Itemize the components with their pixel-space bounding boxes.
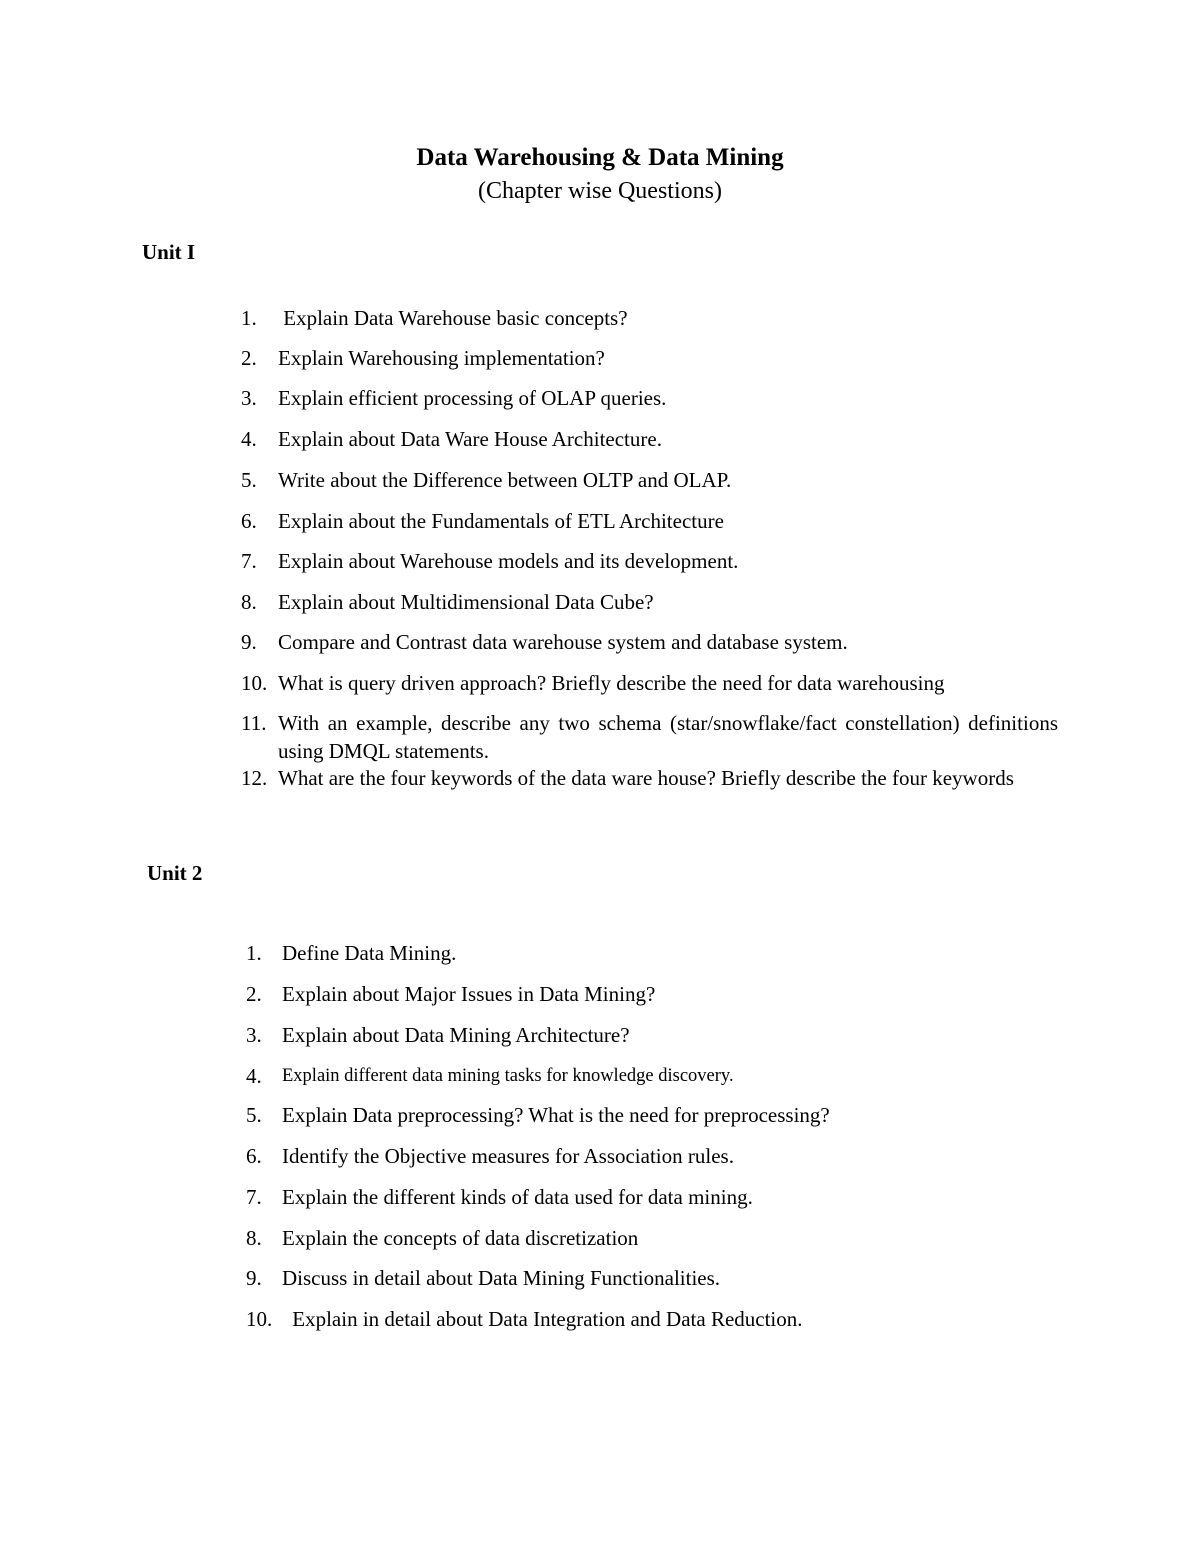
question-text: Explain Warehousing implementation? [278, 346, 605, 370]
question-text: Explain about Data Mining Architecture? [282, 1023, 630, 1047]
question-number: 2. [246, 982, 262, 1006]
question-number: 6. [246, 1144, 262, 1168]
question-text: Explain the different kinds of data used for data mining. [282, 1185, 753, 1209]
question-number: 10. [241, 671, 268, 695]
question-number: 10. [246, 1307, 273, 1331]
question-number: 3. [241, 386, 257, 410]
document-title: Data Warehousing & Data Mining [416, 144, 784, 171]
question-number: 9. [241, 630, 257, 654]
question-text: What are the four keywords of the data ware house? Briefly describe the four keywords [278, 766, 1014, 790]
question-number: 3. [246, 1023, 262, 1047]
question-text: Write about the Difference between OLTP and OLAP. [278, 468, 732, 492]
question-text: Explain Data Warehouse basic concepts? [278, 306, 628, 330]
question-number: 7. [246, 1185, 262, 1209]
question-text: Explain the concepts of data discretization [282, 1226, 639, 1250]
question-number: 4. [241, 427, 257, 451]
question-text: Explain in detail about Data Integration and Data Reduction. [287, 1307, 803, 1331]
unit-1-heading: Unit I [142, 240, 196, 264]
question-text: Explain about Data Ware House Architecture. [278, 427, 662, 451]
question-number: 4. [246, 1064, 262, 1088]
question-number: 5. [241, 468, 257, 492]
question-text: Explain about Multidimensional Data Cube? [278, 590, 654, 614]
question-text: Explain about Major Issues in Data Mining? [282, 982, 656, 1006]
question-number: 9. [246, 1266, 262, 1290]
question-text: Discuss in detail about Data Mining Functionalities. [282, 1266, 721, 1290]
question-text: Explain about Warehouse models and its development. [278, 549, 739, 573]
question-text: Explain Data preprocessing? What is the need for preprocessing? [282, 1103, 830, 1127]
question-text: Compare and Contrast data warehouse system and database system. [278, 630, 848, 654]
question-text: What is query driven approach? Briefly describe the need for data warehousing [278, 671, 945, 695]
question-number: 11. [241, 711, 267, 735]
question-text: Identify the Objective measures for Association rules. [282, 1144, 734, 1168]
question-text: Explain about the Fundamentals of ETL Architecture [278, 509, 724, 533]
question-text: Explain efficient processing of OLAP queries. [278, 386, 667, 410]
question-number: 12. [241, 766, 268, 790]
question-text: Define Data Mining. [282, 941, 457, 965]
question-number: 8. [246, 1226, 262, 1250]
unit-2-heading: Unit 2 [147, 861, 203, 885]
question-number: 6. [241, 509, 257, 533]
question-number: 2. [241, 346, 257, 370]
question-number: 7. [241, 549, 257, 573]
question-text: Explain different data mining tasks for knowledge discovery. [282, 1066, 734, 1086]
question-number: 1. [241, 306, 257, 330]
question-number: 1. [246, 941, 262, 965]
question-number: 5. [246, 1103, 262, 1127]
document-subtitle: (Chapter wise Questions) [478, 178, 722, 204]
question-number: 8. [241, 590, 257, 614]
question-text: With an example, describe any two schema (star/snowflake/fact constellation) definitions using DMQL statements. [278, 711, 1058, 763]
